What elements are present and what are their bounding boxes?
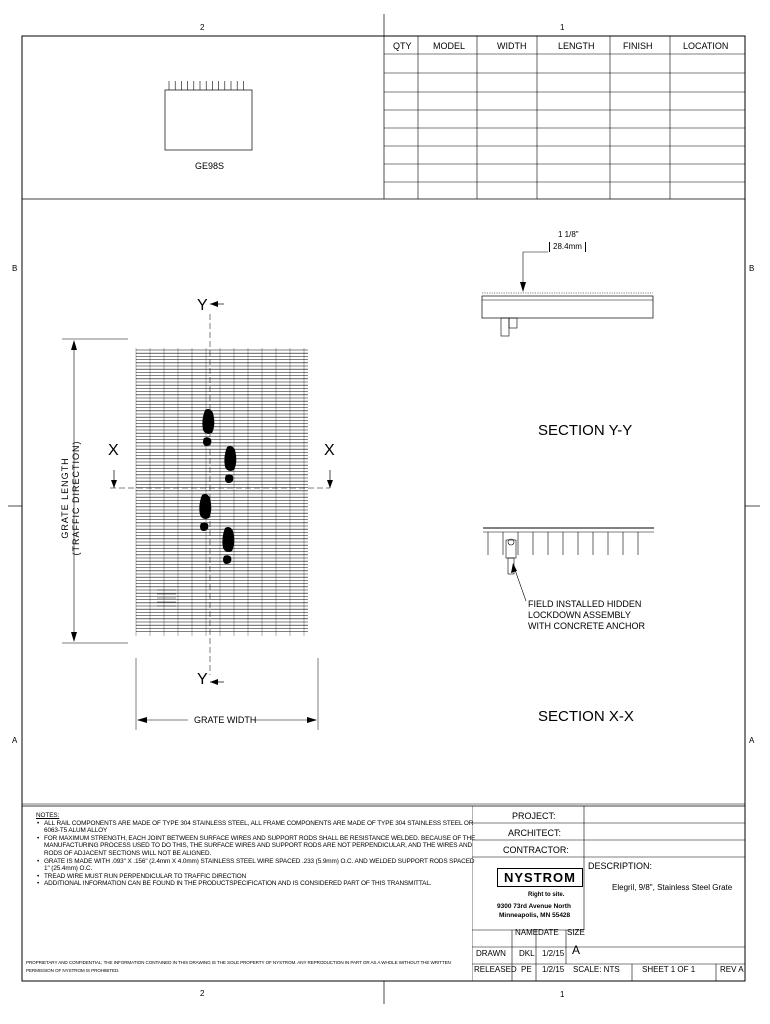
parts-table-grid xyxy=(384,36,745,199)
project-label: PROJECT: xyxy=(512,811,556,821)
section-y-bottom-label: Y xyxy=(197,671,208,688)
nystrom-logo: NYSTROM xyxy=(497,868,583,887)
section-y-top-label: Y xyxy=(197,297,208,314)
col-name: NAME xyxy=(515,928,539,937)
section-yy-dim-metric: 28.4mm xyxy=(549,242,586,252)
sheet-value: SHEET 1 OF 1 xyxy=(642,965,696,974)
model-label: GE98S xyxy=(195,161,225,171)
drawn-name: DKL xyxy=(519,949,535,958)
zone-bottom-2: 2 xyxy=(200,989,205,998)
scale-value: SCALE: NTS xyxy=(573,965,620,974)
section-x-left-label: X xyxy=(108,442,119,459)
footprint-icon xyxy=(199,409,236,564)
drawn-date: 1/2/15 xyxy=(542,949,565,958)
col-width: WIDTH xyxy=(497,41,527,51)
zone-right-b: B xyxy=(749,264,755,273)
note-item: • FOR MAXIMUM STRENGTH, EACH JOINT BETWEEN SURFACE WIRES AND SUPPORT RODS SHALL BE RESISTANCE WELDED. BECAUSE OF THE MANUFACTURING PROCESS USED TO DO THIS, THE SURFACE WIRES AND SUPPORT RODS ARE NOT PERPENDICULAR, AND THE WIRES AND RODS OF ADJACENT SECTIONS WILL NOT BE ALIGNED. xyxy=(44,835,476,858)
col-location: LOCATION xyxy=(683,41,729,51)
released-label: RELEASED xyxy=(474,965,517,974)
grate-length-label: GRATE LENGTH (TRAFFIC DIRECTION) xyxy=(60,440,81,556)
section-xx-callout: FIELD INSTALLED HIDDEN LOCKDOWN ASSEMBLY WITH CONCRETE ANCHOR xyxy=(528,599,645,631)
address-line-1: 9300 73rd Avenue North xyxy=(497,903,571,910)
architect-label: ARCHITECT: xyxy=(508,828,562,838)
contractor-label: CONTRACTOR: xyxy=(503,845,569,855)
col-model: MODEL xyxy=(433,41,466,51)
note-item: • TREAD WIRE MUST RUN PERPENDICULAR TO TRAFFIC DIRECTION xyxy=(44,873,476,881)
notes-heading: NOTES: xyxy=(36,812,60,819)
zone-top-1: 1 xyxy=(560,23,565,32)
rev-value: REV A xyxy=(720,965,744,974)
notes-block xyxy=(36,812,476,888)
nystrom-tagline: Right to site. xyxy=(528,892,565,898)
grate-plan-view xyxy=(60,290,350,730)
drawn-label: DRAWN xyxy=(476,949,506,958)
zone-bottom-1: 1 xyxy=(560,990,565,999)
address-line-2: Minneapolis, MN 55428 xyxy=(499,912,571,919)
col-date: DATE xyxy=(538,928,559,937)
col-length: LENGTH xyxy=(558,41,595,51)
zone-left-a: A xyxy=(12,736,18,745)
proprietary-notice: PROPRIETARY AND CONFIDENTIAL: THE INFORMATION CONTAINED IN THIS DRAWING IS THE SOLE PROPERTY OF NYSTROM. ANY REPRODUCTION IN PART OR AS A WHOLE WITHOUT THE WRITTEN PERMISSION OF NYSTROM IS PROHIBITED. xyxy=(26,960,451,973)
section-x-right-label: X xyxy=(324,442,335,459)
col-qty: QTY xyxy=(393,41,412,51)
grate-width-label: GRATE WIDTH xyxy=(194,715,257,725)
size-value: A xyxy=(572,943,581,957)
col-size: SIZE xyxy=(567,928,585,937)
description-value: Elegril, 9/8", Stainless Steel Grate xyxy=(612,883,733,892)
section-xx-title: SECTION X-X xyxy=(538,708,634,725)
col-finish: FINISH xyxy=(623,41,653,51)
section-yy-title: SECTION Y-Y xyxy=(538,422,633,439)
released-date: 1/2/15 xyxy=(542,965,565,974)
zone-left-b: B xyxy=(12,264,18,273)
description-label: DESCRIPTION: xyxy=(588,861,653,871)
released-name: PE xyxy=(521,965,532,974)
note-item: • ADDITIONAL INFORMATION CAN BE FOUND IN THE PRODUCTSPECIFICATION AND IS CONSIDERED PART OF THIS TRANSMITTAL. xyxy=(44,880,476,888)
zone-right-a: A xyxy=(749,736,755,745)
section-yy-dim-imperial: 1 1/8" xyxy=(558,230,579,239)
model-preview-graphic xyxy=(160,78,260,152)
note-item: • GRATE IS MADE WITH .093" X .156" (2.4mm X 4.0mm) STAINLESS STEEL WIRE SPACED .233 (5.9mm) O.C. AND WELDED SUPPORT RODS SPACED 1" (25.4mm) O.C. xyxy=(44,858,476,873)
note-item: • ALL RAIL COMPONENTS ARE MADE OF TYPE 304 STAINLESS STEEL, ALL FRAME COMPONENTS ARE MADE OF TYPE 304 STAINLESS STEEL OR 6063-T5 ALUM ALLOY xyxy=(44,820,476,835)
zone-top-2: 2 xyxy=(200,23,205,32)
